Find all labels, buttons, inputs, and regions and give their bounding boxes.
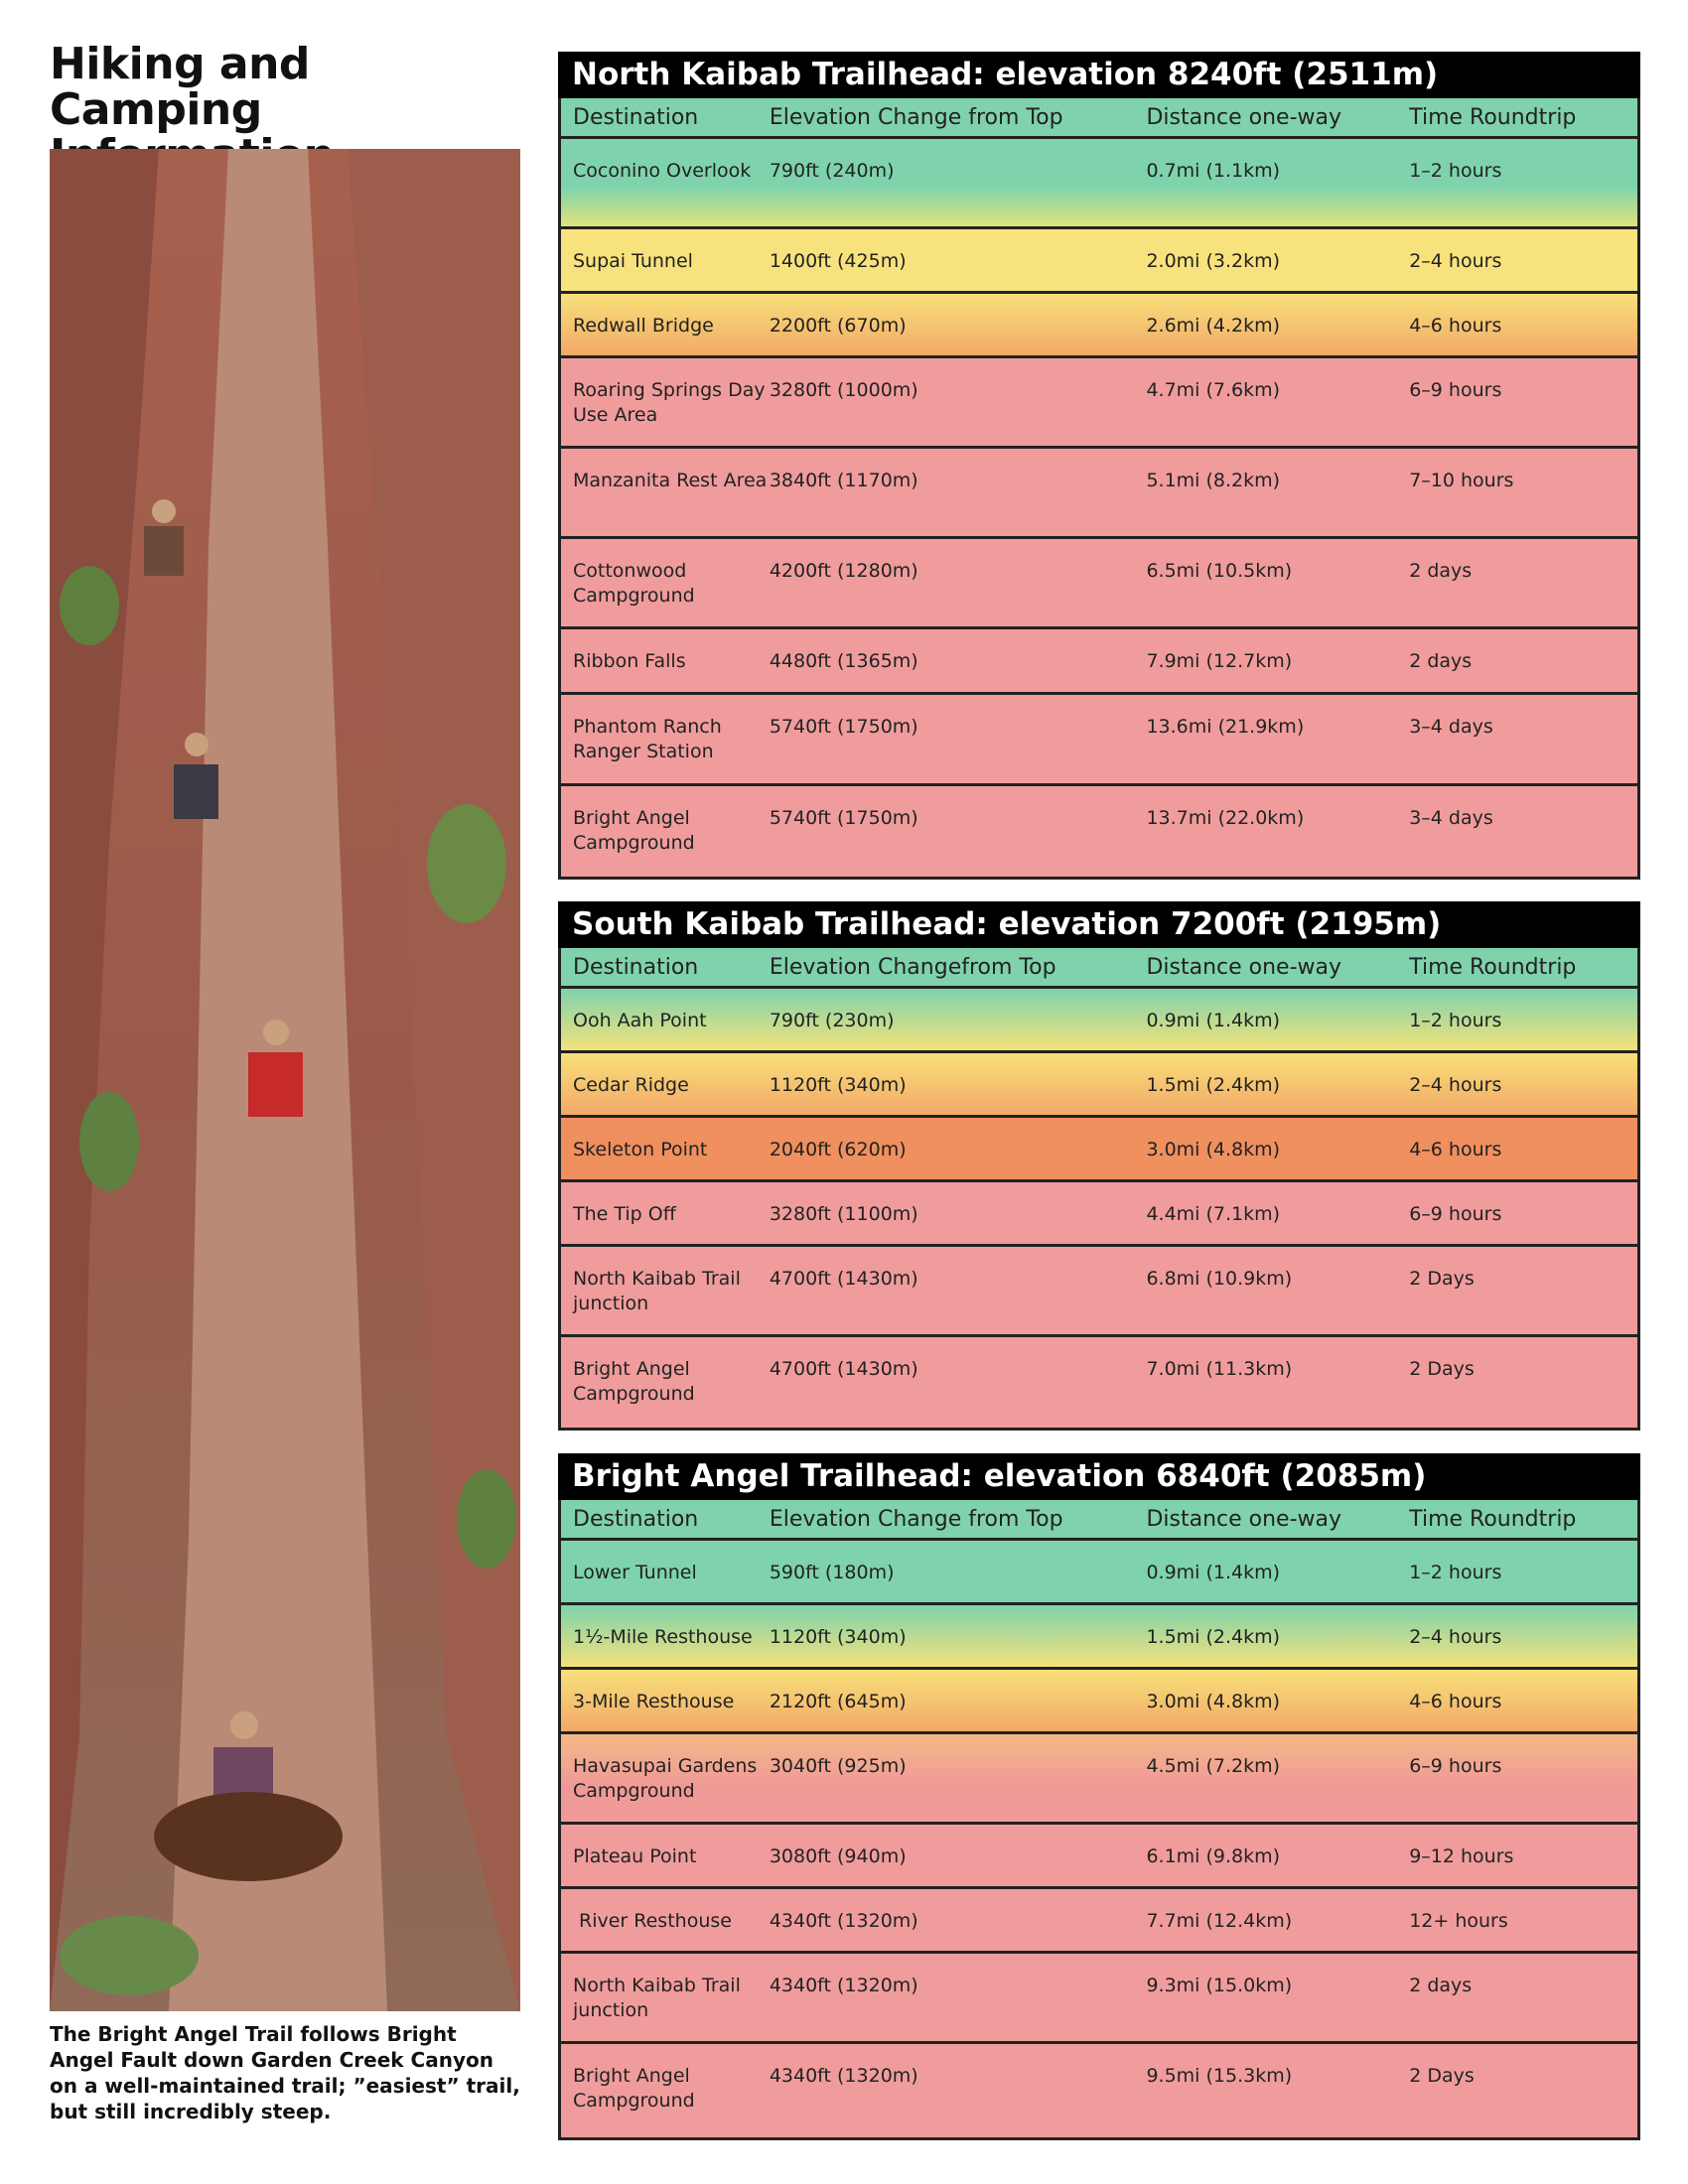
header-distance: Distance one-way — [1146, 1506, 1342, 1532]
cell-elevation: 2040ft (620m) — [769, 1139, 907, 1160]
header-time: Time Roundtrip — [1409, 104, 1577, 130]
table-row — [561, 2044, 1637, 2137]
cell-distance: 1.5mi (2.4km) — [1146, 1626, 1281, 1648]
table-row — [561, 629, 1637, 695]
table-row — [561, 695, 1637, 786]
cell-destination: Manzanita Rest Area — [573, 470, 768, 491]
cell-destination: Roaring Springs Day Use Area — [573, 379, 766, 426]
cell-time: 2 days — [1409, 560, 1473, 582]
cell-time: 3–4 days — [1409, 716, 1493, 738]
cell-distance: 0.9mi (1.4km) — [1146, 1562, 1281, 1583]
cell-distance: 9.3mi (15.0km) — [1146, 1975, 1293, 1996]
header-elevation: Elevation Change from Top — [769, 104, 1063, 130]
cell-destination: Cottonwood Campground — [573, 560, 695, 607]
header-elevation: Elevation Changefrom Top — [769, 954, 1056, 980]
cell-time: 6–9 hours — [1409, 1203, 1502, 1225]
cell-distance: 2.6mi (4.2km) — [1146, 315, 1281, 337]
cell-time: 1–2 hours — [1409, 160, 1502, 182]
cell-destination: The Tip Off — [573, 1203, 676, 1225]
cell-destination: Coconino Overlook — [573, 160, 752, 182]
cell-destination: Skeleton Point — [573, 1139, 708, 1160]
cell-distance: 13.7mi (22.0km) — [1146, 807, 1305, 829]
cell-distance: 6.8mi (10.9km) — [1146, 1268, 1293, 1290]
cell-distance: 7.9mi (12.7km) — [1146, 650, 1293, 672]
table-row — [561, 786, 1637, 877]
table-row — [561, 1825, 1637, 1889]
table-row — [561, 1889, 1637, 1954]
cell-distance: 7.7mi (12.4km) — [1146, 1910, 1293, 1932]
table-row — [561, 294, 1637, 358]
cell-distance: 6.5mi (10.5km) — [1146, 560, 1293, 582]
cell-destination: Cedar Ridge — [573, 1074, 689, 1096]
table-row — [561, 1734, 1637, 1825]
header-distance: Distance one-way — [1146, 954, 1342, 980]
cell-destination: Bright Angel Campground — [573, 807, 695, 854]
cell-destination: Plateau Point — [573, 1845, 697, 1867]
cell-time: 4–6 hours — [1409, 1691, 1502, 1712]
cell-distance: 7.0mi (11.3km) — [1146, 1358, 1293, 1380]
cell-time: 2 Days — [1409, 1268, 1475, 1290]
table-row — [561, 1337, 1637, 1428]
table-title: South Kaibab Trailhead: elevation 7200ft (2195m) — [558, 901, 1640, 948]
cell-time: 4–6 hours — [1409, 1139, 1502, 1160]
cell-destination: Havasupai Gardens Campground — [573, 1755, 758, 1802]
photo-caption: The Bright Angel Trail follows Bright Angel Fault down Garden Creek Canyon on a well-maintained trail; ”easiest” trail, but still incredibly steep. — [50, 2022, 520, 2123]
cell-time: 1–2 hours — [1409, 1562, 1502, 1583]
header-time: Time Roundtrip — [1409, 954, 1577, 980]
header-distance: Distance one-way — [1146, 104, 1342, 130]
cell-destination: River Resthouse — [579, 1910, 732, 1932]
cell-distance: 0.9mi (1.4km) — [1146, 1010, 1281, 1031]
cell-distance: 4.5mi (7.2km) — [1146, 1755, 1281, 1777]
table-row — [561, 358, 1637, 449]
cell-time: 2 Days — [1409, 2065, 1475, 2087]
cell-time: 2 days — [1409, 1975, 1473, 1996]
cell-distance: 2.0mi (3.2km) — [1146, 250, 1281, 272]
table-row — [561, 449, 1637, 539]
cell-destination: 1½-Mile Resthouse — [573, 1626, 753, 1648]
cell-time: 2 days — [1409, 650, 1473, 672]
table-row — [561, 1182, 1637, 1247]
table-row — [561, 1670, 1637, 1734]
cell-elevation: 3280ft (1100m) — [769, 1203, 918, 1225]
cell-time: 2–4 hours — [1409, 1626, 1502, 1648]
cell-distance: 6.1mi (9.8km) — [1146, 1845, 1281, 1867]
cell-distance: 4.7mi (7.6km) — [1146, 379, 1281, 401]
table-row — [561, 989, 1637, 1053]
cell-destination: Supai Tunnel — [573, 250, 693, 272]
cell-time: 2–4 hours — [1409, 250, 1502, 272]
cell-destination: North Kaibab Trail junction — [573, 1268, 741, 1314]
cell-elevation: 4700ft (1430m) — [769, 1268, 918, 1290]
cell-destination: North Kaibab Trail junction — [573, 1975, 741, 2021]
cell-elevation: 4340ft (1320m) — [769, 1975, 918, 1996]
cell-elevation: 3080ft (940m) — [769, 1845, 907, 1867]
cell-destination: Ribbon Falls — [573, 650, 686, 672]
cell-elevation: 2120ft (645m) — [769, 1691, 907, 1712]
header-time: Time Roundtrip — [1409, 1506, 1577, 1532]
cell-elevation: 4340ft (1320m) — [769, 2065, 918, 2087]
table-row — [561, 1541, 1637, 1605]
cell-distance: 3.0mi (4.8km) — [1146, 1139, 1281, 1160]
cell-time: 4–6 hours — [1409, 315, 1502, 337]
cell-elevation: 4700ft (1430m) — [769, 1358, 918, 1380]
cell-distance: 9.5mi (15.3km) — [1146, 2065, 1293, 2087]
page-title: Hiking and Camping — [50, 39, 310, 135]
cell-distance: 4.4mi (7.1km) — [1146, 1203, 1281, 1225]
cell-time: 7–10 hours — [1409, 470, 1514, 491]
cell-time: 12+ hours — [1409, 1910, 1508, 1932]
cell-time: 6–9 hours — [1409, 1755, 1502, 1777]
table-header-row — [561, 98, 1637, 139]
header-destination: Destination — [573, 104, 699, 130]
table-row — [561, 229, 1637, 294]
cell-elevation: 1120ft (340m) — [769, 1626, 907, 1648]
trail-photo — [50, 149, 520, 2011]
cell-distance: 0.7mi (1.1km) — [1146, 160, 1281, 182]
cell-time: 2 Days — [1409, 1358, 1475, 1380]
cell-elevation: 5740ft (1750m) — [769, 807, 918, 829]
cell-destination: Bright Angel Campground — [573, 1358, 695, 1405]
cell-destination: Lower Tunnel — [573, 1562, 697, 1583]
cell-elevation: 5740ft (1750m) — [769, 716, 918, 738]
cell-time: 2–4 hours — [1409, 1074, 1502, 1096]
table-row — [561, 539, 1637, 629]
table-header-row — [561, 948, 1637, 989]
cell-distance: 13.6mi (21.9km) — [1146, 716, 1305, 738]
cell-elevation: 790ft (240m) — [769, 160, 895, 182]
table-row — [561, 1118, 1637, 1182]
cell-elevation: 4340ft (1320m) — [769, 1910, 918, 1932]
south-kaibab-table — [558, 901, 1640, 1431]
cell-destination: Redwall Bridge — [573, 315, 714, 337]
table-row — [561, 1247, 1637, 1337]
cell-elevation: 3040ft (925m) — [769, 1755, 907, 1777]
bright-angel-table — [558, 1453, 1640, 2140]
cell-destination: Phantom Ranch Ranger Station — [573, 716, 722, 762]
cell-distance: 1.5mi (2.4km) — [1146, 1074, 1281, 1096]
cell-elevation: 3280ft (1000m) — [769, 379, 918, 401]
cell-time: 6–9 hours — [1409, 379, 1502, 401]
table-row — [561, 1605, 1637, 1670]
table-header-row — [561, 1500, 1637, 1541]
header-elevation: Elevation Change from Top — [769, 1506, 1063, 1532]
table-row — [561, 1053, 1637, 1118]
table-title: Bright Angel Trailhead: elevation 6840ft (2085m) — [558, 1453, 1640, 1500]
north-kaibab-table — [558, 52, 1640, 880]
cell-elevation: 790ft (230m) — [769, 1010, 895, 1031]
header-destination: Destination — [573, 1506, 699, 1532]
cell-distance: 5.1mi (8.2km) — [1146, 470, 1281, 491]
table-title: North Kaibab Trailhead: elevation 8240ft (2511m) — [558, 52, 1640, 98]
cell-elevation: 3840ft (1170m) — [769, 470, 918, 491]
table-row — [561, 1954, 1637, 2044]
cell-elevation: 590ft (180m) — [769, 1562, 895, 1583]
cell-time: 9–12 hours — [1409, 1845, 1514, 1867]
cell-elevation: 4480ft (1365m) — [769, 650, 918, 672]
cell-destination: Ooh Aah Point — [573, 1010, 707, 1031]
cell-destination: 3-Mile Resthouse — [573, 1691, 735, 1712]
cell-elevation: 2200ft (670m) — [769, 315, 907, 337]
cell-time: 1–2 hours — [1409, 1010, 1502, 1031]
table-row — [561, 139, 1637, 229]
cell-elevation: 1120ft (340m) — [769, 1074, 907, 1096]
cell-destination: Bright Angel Campground — [573, 2065, 695, 2112]
cell-elevation: 1400ft (425m) — [769, 250, 907, 272]
header-destination: Destination — [573, 954, 699, 980]
cell-distance: 3.0mi (4.8km) — [1146, 1691, 1281, 1712]
cell-elevation: 4200ft (1280m) — [769, 560, 918, 582]
cell-time: 3–4 days — [1409, 807, 1493, 829]
